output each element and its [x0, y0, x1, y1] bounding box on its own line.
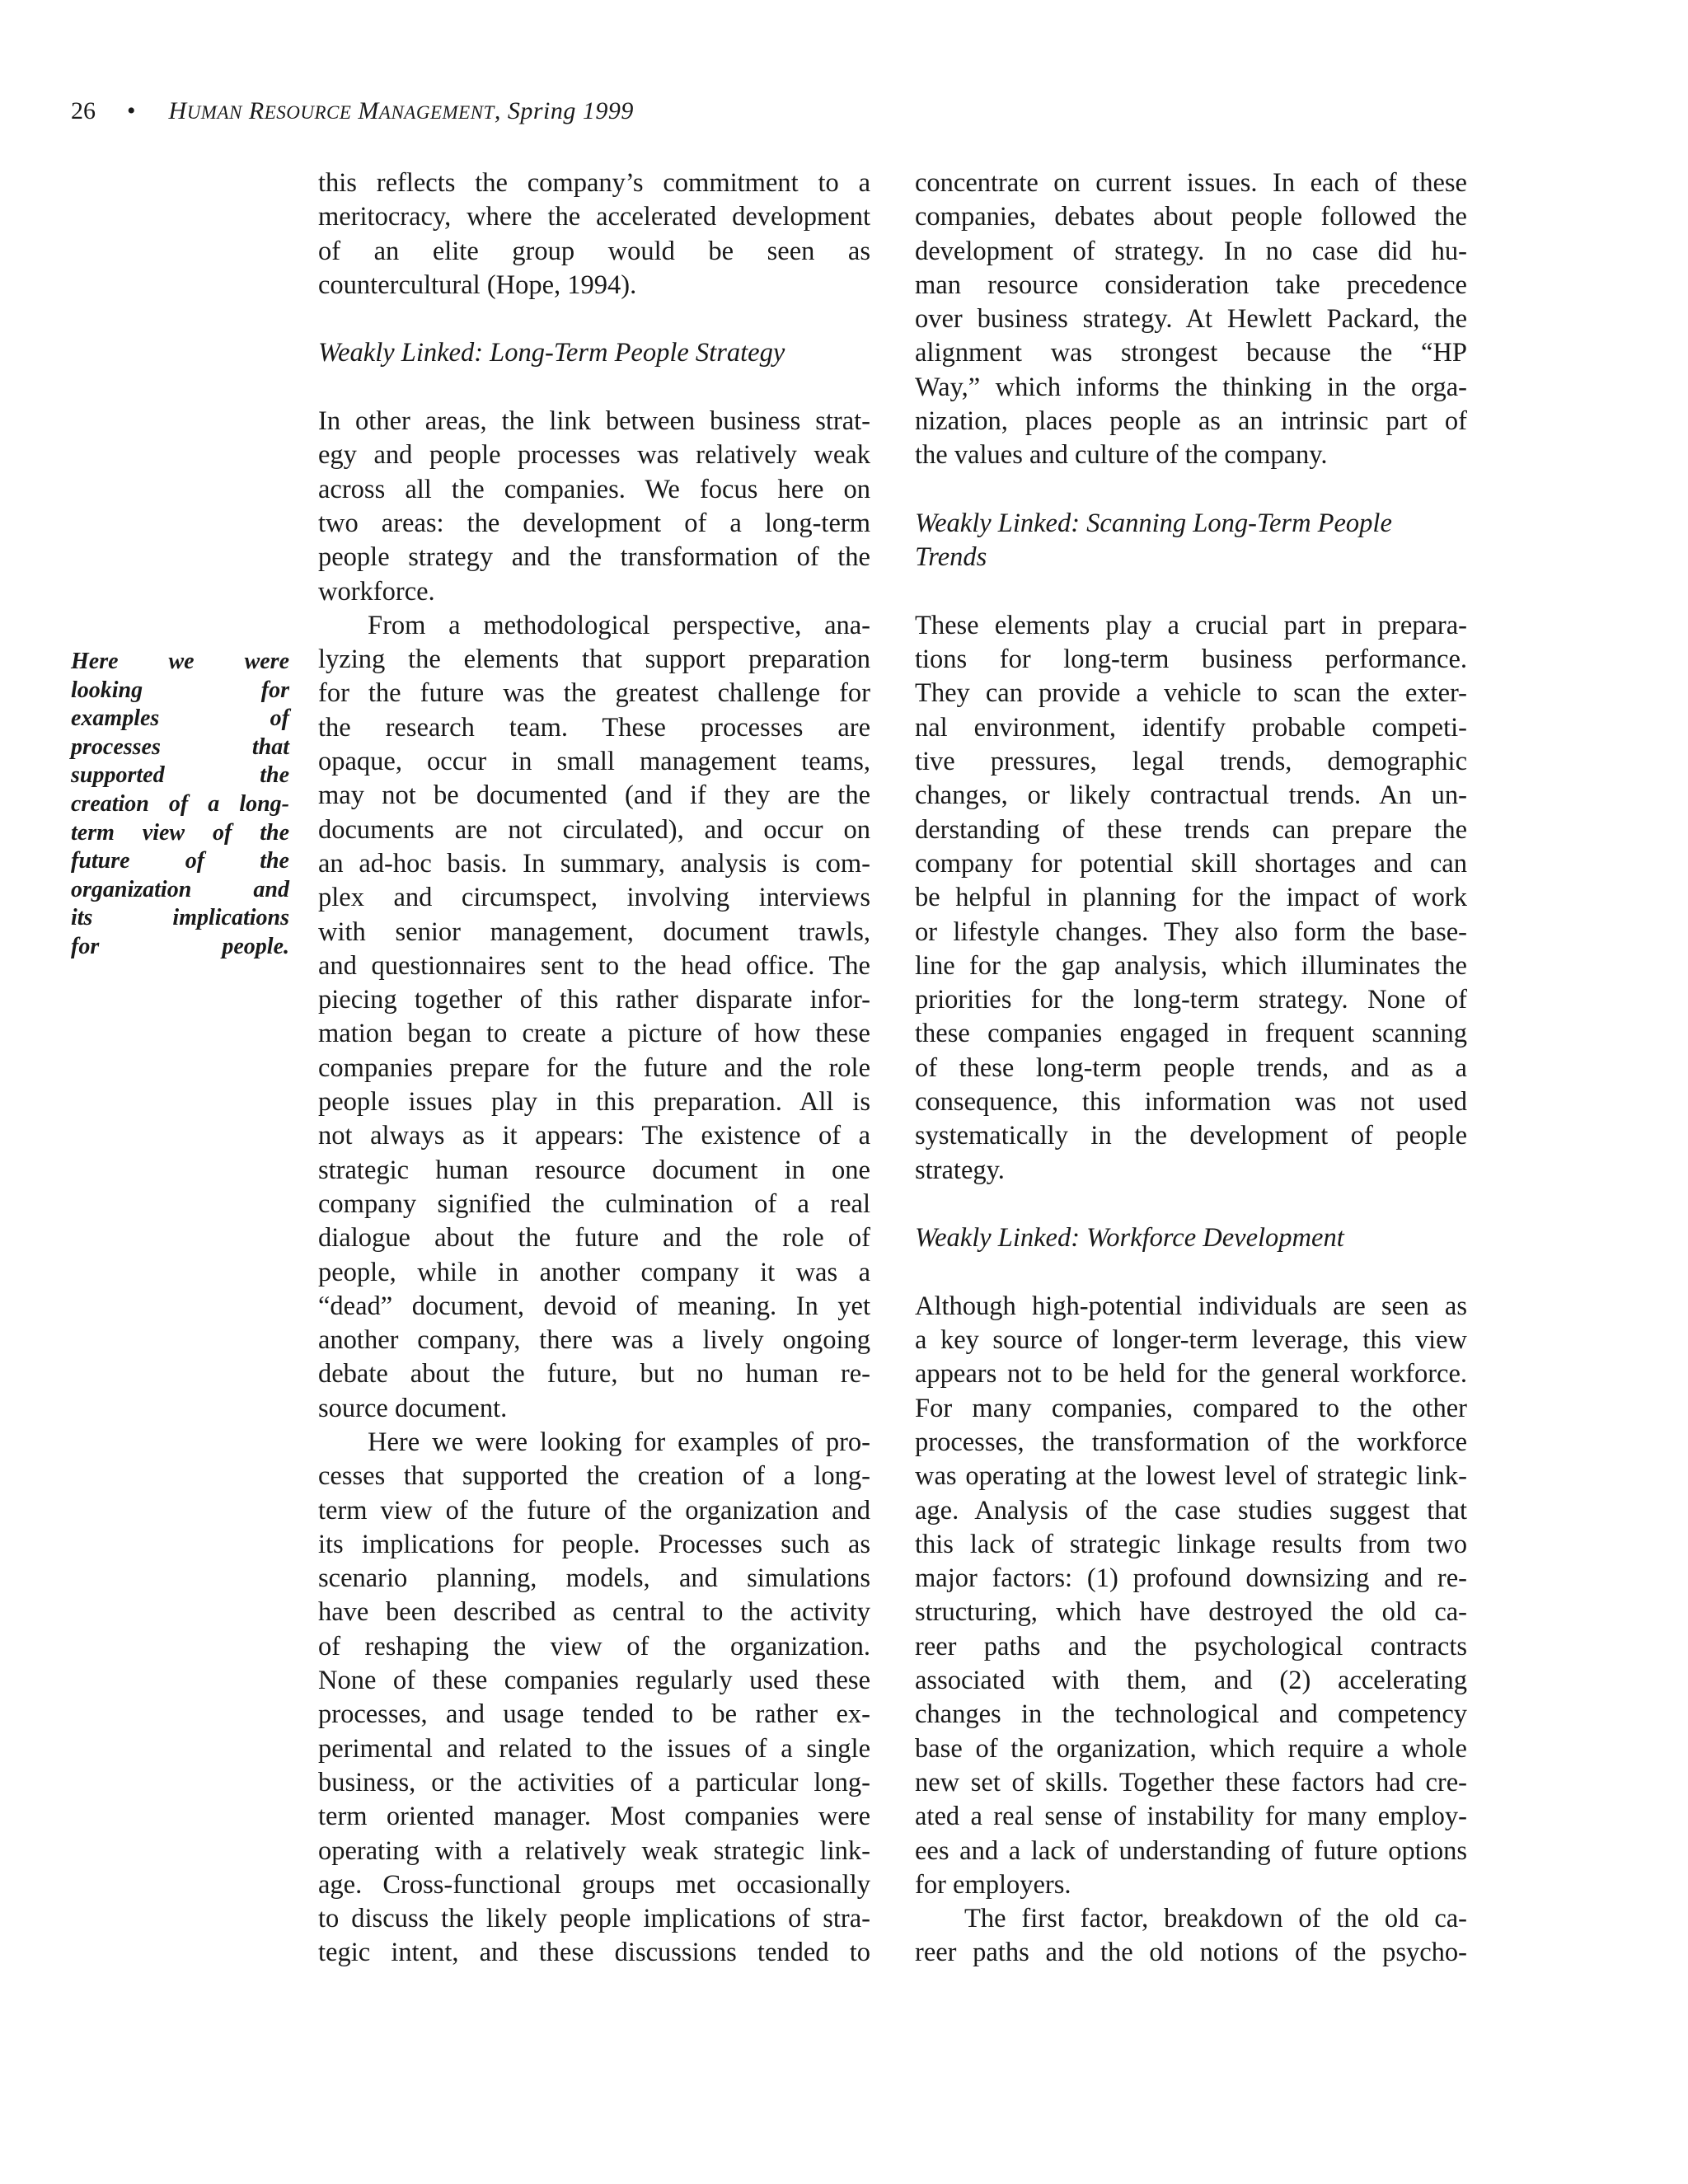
body-text-line: be helpful in planning for the impact of work — [915, 883, 1467, 913]
body-text-line: two areas: the development of a long-term — [318, 508, 870, 538]
body-text-line: this reflects the company’s commitment to a — [318, 168, 870, 198]
body-text-line: In other areas, the link between business strat- — [318, 406, 870, 437]
journal-title-part: H — [168, 97, 187, 124]
body-text-line: this lack of strategic linkage results from two — [915, 1529, 1467, 1559]
body-text-line: lyzing the elements that support preparation — [318, 644, 870, 675]
body-text-line: over business strategy. At Hewlett Packard, the — [915, 304, 1467, 335]
body-text-line: people, while in another company it was a — [318, 1257, 870, 1287]
body-text-line: piecing together of this rather disparate infor- — [318, 985, 870, 1015]
body-text-line: company for potential skill shortages and can — [915, 848, 1467, 879]
body-text-line: workforce. — [318, 576, 435, 607]
body-text-line: cesses that supported the creation of a long- — [318, 1461, 870, 1492]
paragraph-gap — [915, 1188, 1467, 1221]
body-text-line: not always as it appears: The existence of a — [318, 1121, 870, 1151]
body-text-line: dialogue about the future and the role of — [318, 1223, 870, 1254]
body-text-line: the values and culture of the company. — [915, 440, 1328, 471]
body-text-line: appears not to be held for the general workforce. — [915, 1359, 1467, 1390]
body-text-line: age. Cross-functional groups met occasionally — [318, 1869, 870, 1900]
body-text-line: ees and a lack of understanding of future options — [915, 1835, 1467, 1866]
pull-quote-line: supported the — [71, 762, 289, 789]
body-text-line: new set of skills. Together these factors had cre- — [915, 1767, 1467, 1797]
body-column-right — [915, 166, 1467, 1971]
body-text-line: people issues play in this preparation. All is — [318, 1087, 870, 1118]
body-text-line: of these long-term people trends, and as a — [915, 1052, 1467, 1083]
body-text-line: nization, places people as an intrinsic part of — [915, 406, 1467, 437]
body-text-line: The first factor, breakdown of the old ca- — [964, 1904, 1467, 1934]
body-text-line: None of these companies regularly used these — [318, 1666, 870, 1696]
body-text-line: an ad-hoc basis. In summary, analysis is com- — [318, 848, 870, 879]
pull-quote-line: looking for — [71, 677, 289, 703]
body-text-line: mation began to create a picture of how these — [318, 1019, 870, 1049]
body-text-line: Way,” which informs the thinking in the orga- — [915, 372, 1467, 402]
paragraph-gap — [915, 575, 1467, 609]
body-text-line: for employers. — [915, 1869, 1071, 1900]
journal-title — [169, 97, 634, 124]
journal-title-part: M — [351, 97, 379, 124]
body-text-line: consequence, this information was not used — [915, 1087, 1467, 1118]
body-text-line: tions for long-term business performance. — [915, 644, 1467, 675]
body-text-line: reer paths and the psychological contracts — [915, 1631, 1467, 1661]
body-text-line: processes, and usage tended to be rather ex- — [318, 1699, 870, 1730]
body-text-line: associated with them, and (2) accelerating — [915, 1666, 1467, 1696]
body-text-line: These elements play a crucial part in prepara- — [915, 610, 1467, 640]
body-text-line: a key source of longer-term leverage, this view — [915, 1325, 1467, 1356]
body-text-line: plex and circumspect, involving interviews — [318, 883, 870, 913]
body-text-line: alignment was strongest because the “HP — [915, 338, 1467, 368]
body-text-line: documents are not circulated), and occur on — [318, 814, 870, 845]
body-text-line: source document. — [318, 1393, 508, 1423]
body-text-line: structuring, which have destroyed the old ca- — [915, 1597, 1467, 1628]
body-text-line: companies prepare for the future and the role — [318, 1052, 870, 1083]
body-text-line: term oriented manager. Most companies were — [318, 1802, 870, 1832]
body-text-line: strategy. — [915, 1155, 1005, 1185]
body-text-line: another company, there was a lively ongoing — [318, 1325, 870, 1356]
body-text-line: concentrate on current issues. In each of these — [915, 168, 1467, 198]
body-text-line: base of the organization, which require a whole — [915, 1733, 1467, 1764]
body-text-line: debate about the future, but no human re- — [318, 1359, 870, 1390]
body-text-line: these companies engaged in frequent scanning — [915, 1019, 1467, 1049]
body-text-line: company signified the culmination of a real — [318, 1188, 870, 1219]
journal-title-part: R — [241, 97, 265, 124]
body-text-line: They can provide a vehicle to scan the exter- — [915, 678, 1467, 709]
body-text-line: operating with a relatively weak strategic link- — [318, 1835, 870, 1866]
pull-quote-line: its implications — [71, 905, 289, 931]
body-text-line: perimental and related to the issues of a single — [318, 1733, 870, 1764]
body-text-line: ated a real sense of instability for many employ- — [915, 1802, 1467, 1832]
body-text-line: age. Analysis of the case studies suggest that — [915, 1495, 1467, 1526]
page-number: 26 — [71, 97, 96, 124]
body-text-line: line for the gap analysis, which illuminates the — [915, 950, 1467, 981]
body-text-line: its implications for people. Processes such as — [318, 1529, 870, 1559]
body-text-line: was operating at the lowest level of strategic link- — [915, 1461, 1467, 1492]
journal-title-part: UMAN — [186, 102, 242, 123]
body-text-line: scenario planning, models, and simulations — [318, 1563, 870, 1594]
body-text-line: tive pressures, legal trends, demographic — [915, 747, 1467, 777]
section-heading: Trends — [915, 542, 987, 573]
body-text-line: with senior management, document trawls, — [318, 916, 870, 947]
body-text-line: term view of the future of the organization and — [318, 1495, 870, 1526]
body-text-line: reer paths and the old notions of the psycho- — [915, 1938, 1467, 1968]
body-text-line: systematically in the development of people — [915, 1121, 1467, 1151]
body-text-line: people strategy and the transformation of the — [318, 542, 870, 573]
body-column-left — [318, 166, 870, 1971]
body-text-line: for the future was the greatest challenge for — [318, 678, 870, 709]
body-text-line: business, or the activities of a particular long- — [318, 1767, 870, 1797]
body-text-line: to discuss the likely people implications of stra- — [318, 1904, 870, 1934]
running-head — [71, 96, 634, 128]
body-text-line: nal environment, identify probable competi- — [915, 712, 1467, 743]
body-text-line: strategic human resource document in one — [318, 1155, 870, 1185]
body-text-line: of reshaping the view of the organization. — [318, 1631, 870, 1661]
pull-quote-line: for people. — [71, 933, 289, 959]
paragraph-gap — [318, 302, 870, 336]
bullet-separator: • — [127, 97, 136, 124]
body-text-line: or lifestyle changes. They also form the base- — [915, 916, 1467, 947]
section-heading: Weakly Linked: Workforce Development — [915, 1223, 1344, 1254]
pull-quote-line: organization and — [71, 876, 289, 902]
body-text-line: of an elite group would be seen as — [318, 236, 870, 266]
body-text-line: may not be documented (and if they are the — [318, 780, 870, 811]
pull-quote-line: term view of the — [71, 819, 289, 846]
journal-title-part: ANAGEMENT — [378, 102, 495, 123]
section-heading: Weakly Linked: Scanning Long-Term People — [915, 508, 1392, 538]
body-text-line: processes, the transformation of the workforce — [915, 1427, 1467, 1457]
body-text-line: man resource consideration take precedence — [915, 269, 1467, 300]
paragraph-gap — [318, 371, 870, 405]
body-text-line: Here we were looking for examples of pro- — [368, 1427, 870, 1457]
pull-quote — [71, 648, 289, 962]
section-heading: Weakly Linked: Long-Term People Strategy — [318, 338, 785, 368]
body-text-line: across all the companies. We focus here on — [318, 474, 870, 504]
pull-quote-line: examples of — [71, 705, 289, 732]
body-text-line: “dead” document, devoid of meaning. In yet — [318, 1291, 870, 1321]
body-text-line: the research team. These processes are — [318, 712, 870, 743]
body-text-line: opaque, occur in small management teams, — [318, 747, 870, 777]
journal-title-part: ESOURCE — [264, 102, 352, 123]
body-text-line: changes, or likely contractual trends. An un- — [915, 780, 1467, 811]
body-text-line: derstanding of these trends can prepare the — [915, 814, 1467, 845]
paragraph-gap — [915, 1256, 1467, 1290]
body-text-line: development of strategy. In no case did hu- — [915, 236, 1467, 266]
body-text-line: countercultural (Hope, 1994). — [318, 269, 637, 300]
body-text-line: meritocracy, where the accelerated development — [318, 202, 870, 232]
pull-quote-line: future of the — [71, 848, 289, 874]
body-text-line: egy and people processes was relatively weak — [318, 440, 870, 471]
body-text-line: have been described as central to the activity — [318, 1597, 870, 1628]
journal-title-part: , Spring 1999 — [494, 97, 634, 124]
paragraph-gap — [915, 473, 1467, 507]
body-text-line: companies, debates about people followed the — [915, 202, 1467, 232]
body-text-line: changes in the technological and competency — [915, 1699, 1467, 1730]
body-text-line: and questionnaires sent to the head office. The — [318, 950, 870, 981]
body-text-line: major factors: (1) profound downsizing and re- — [915, 1563, 1467, 1594]
pull-quote-line: processes that — [71, 733, 289, 760]
pull-quote-line: creation of a long- — [71, 790, 289, 817]
body-text-line: tegic intent, and these discussions tended to — [318, 1938, 870, 1968]
body-text-line: priorities for the long-term strategy. None of — [915, 985, 1467, 1015]
body-text-line: For many companies, compared to the other — [915, 1393, 1467, 1423]
body-text-line: From a methodological perspective, ana- — [368, 610, 870, 640]
body-text-line: Although high-potential individuals are seen as — [915, 1291, 1467, 1321]
pull-quote-line: Here we were — [71, 649, 289, 674]
